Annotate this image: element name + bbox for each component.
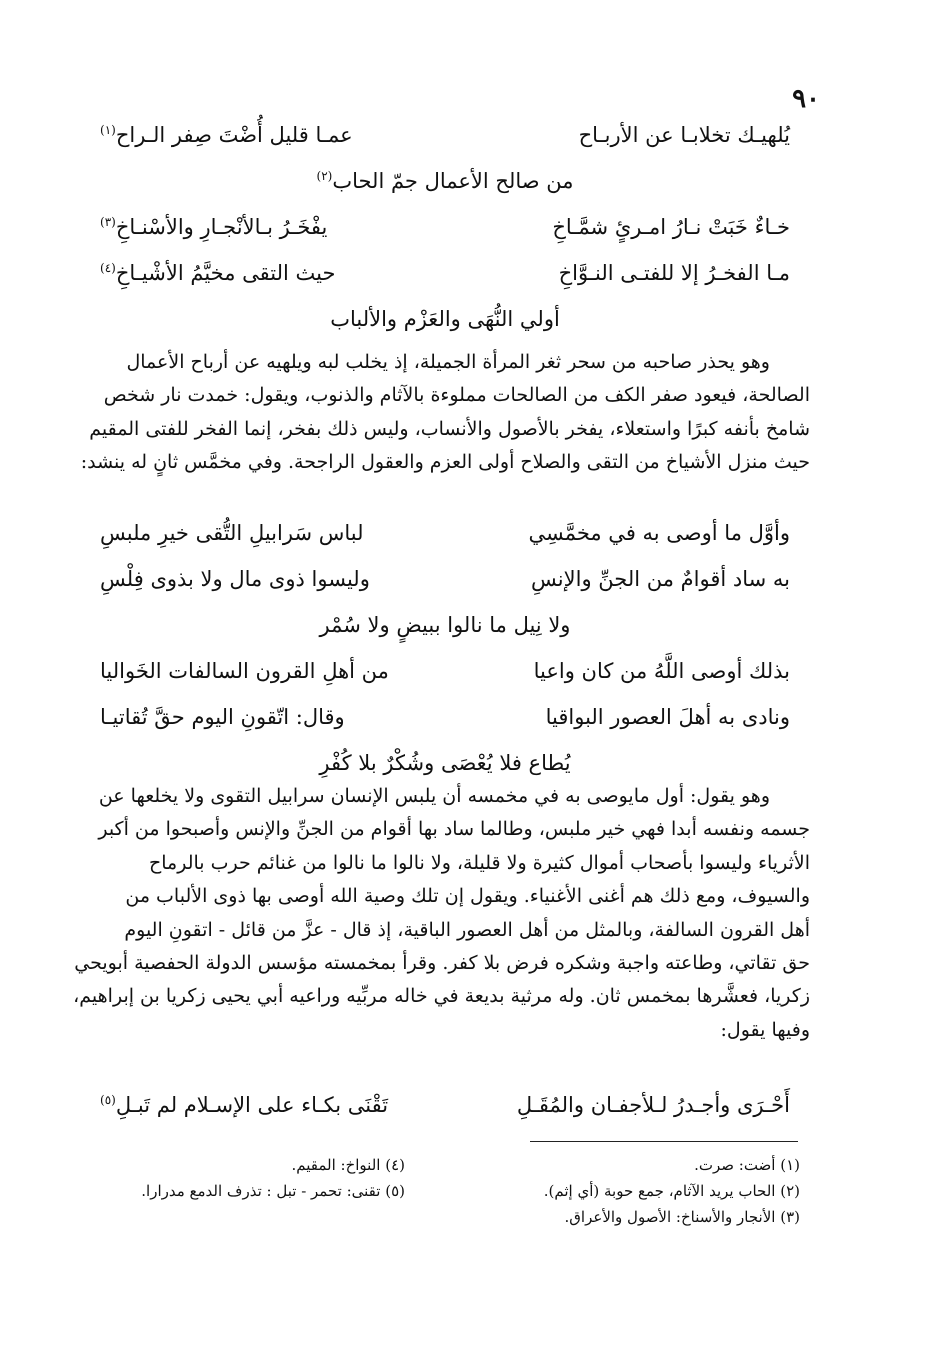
verse-single-line: ولا نِيل ما نالوا ببيضٍ ولا سُمْر	[319, 613, 571, 637]
footnote-item: (٣) الأنجار والأسناخ: الأصول والأعراق.	[564, 1208, 800, 1226]
paragraph-1	[50, 346, 810, 480]
verse-hemistich-left	[100, 204, 327, 250]
footnote-marker: (٤)	[100, 261, 116, 275]
verse-line	[100, 112, 790, 158]
verse-hemistich-right: بذلك أوصى اللَّهُ من كان واعيا	[533, 659, 790, 683]
footnote-item: (٢) الحاب يريد الآثام، جمع حوبة (أي إثم).	[543, 1182, 800, 1200]
verse-hemistich-left	[100, 1082, 388, 1128]
paragraph-line: حق تقاتي، وطاعته واجبة وشكره فرض بلا كفر. وقرأ بمخمسته مؤسس الدولة الحفصية أبويحي	[74, 951, 810, 974]
paragraph-line: حيث منزل الأشياخ من التقى والصلاح أولى العزم والعقول الراجحة. وفي مخمَّس ثانٍ له ينشد:	[80, 451, 810, 474]
footnote-item: (٤) النواخ: المقيم.	[291, 1156, 405, 1174]
verse-line	[100, 694, 790, 740]
verse-hemistich-right: يُلهيـك تخلابـا عن الأربـاح	[578, 123, 790, 147]
paragraph-line: زكريا، فعشَّرها بمخمس ثان. وله مرثية بديعة في خاله مربِّيه وراعيه أبي يحيى زكريا بن إبراهيم،	[73, 985, 810, 1008]
verse-line	[100, 556, 790, 602]
paragraph-line: أهل القرون السالفة، وبالمثل من أهل العصور الباقية، إذ قال - عزَّ من قائل - اتقونِ اليوم	[124, 918, 810, 941]
footnote-marker: (١)	[100, 123, 116, 137]
paragraph-line: الأثرياء وليسوا بأصحاب أموال كثيرة ولا قليلة، ولا نالوا ما نالوا من غنائم حرب بالرماح	[148, 851, 810, 874]
verse-hemistich-right: وأوَّل ما أوصى به في مخمَّسِي	[528, 521, 790, 545]
verse-line	[100, 1082, 790, 1128]
paragraph-line: شامخ بأنفه كبرًا واستعلاء، يفخر بالأصول والأنساب، وليس ذلك بفخر، إنما الفخر للفتى المقيم	[89, 417, 810, 440]
footnote-divider	[530, 1141, 798, 1142]
verse-single-line: أولي النُّهَى والعَزْم والألباب	[330, 307, 560, 331]
verse-line	[100, 250, 790, 296]
verse-hemistich-text: يفْخَـرُ بـالأنْجـارِ والأسْنـاخِ	[115, 215, 328, 239]
paragraph-line: جسمه ونفسه أبدا فهي خير ملبس، وطالما ساد بها أقوام من الجنِّ والإنس وأصبحوا من أكبر	[98, 818, 810, 841]
verse-hemistich-left: لباس سَرابيلِ التُّقى خيرِ ملبسِ	[100, 521, 364, 545]
poem-block-3	[100, 1082, 790, 1128]
verse-hemistich-text: حيث التقى مخيَّمُ الأشْيـاخِ	[115, 261, 336, 285]
verse-hemistich-left	[100, 112, 353, 158]
paragraph-line: وفيها يقول:	[720, 1018, 810, 1041]
footnote-marker: (٥)	[100, 1093, 116, 1107]
verse-line	[100, 204, 790, 250]
verse-line	[100, 648, 790, 694]
footnote-marker: (٢)	[316, 169, 333, 183]
paragraph-line: وهو يحذر صاحبه من سحر ثغر المرأة الجميلة، إذ يخلب لبه ويلهيه عن أرباح الأعمال	[126, 351, 770, 373]
verse-hemistich-text: تَقْنَى بكـاء على الإسـلام لم تَبـلِ	[115, 1093, 389, 1117]
verse-hemistich-right: أَحْـرَى وأجـدرُ لـلأجفـان والمُقَـلِ	[516, 1093, 790, 1117]
verse-text: من صالح الأعمال جمّ الحاب	[332, 169, 574, 193]
verse-hemistich-left: وقال: اتّقونِ اليوم حقَّ تُقاتيـا	[100, 705, 345, 729]
paragraph-line: والسيوف، ومع ذلك هم أغنى الأغنياء. ويقول إن تلك وصية الله أوصى بها ذوى الألباب من	[125, 885, 810, 908]
verse-hemistich-left: من أهلِ القرون السالفات الخَواليا	[100, 659, 389, 683]
verse-hemistich-text: عمـا قليل أُضْتَ صِفر الـراح	[115, 123, 353, 147]
footnote-item: (١) أضت: صرت.	[694, 1156, 800, 1174]
footnotes-column-right	[420, 1152, 800, 1230]
verse-hemistich-right: به ساد أقوامٌ من الجنِّ والإنسِ	[531, 567, 790, 591]
verse-hemistich-right: ونادى به أهلَ العصور البواقيا	[545, 705, 790, 729]
verse-hemistich-right: خـاءٌ خَبَتْ نـارُ امـرئٍ شمَّـاخِ	[552, 215, 790, 239]
verse-single-line	[100, 158, 790, 204]
poem-block-1	[100, 112, 790, 342]
verse-single-line: يُطاع فلا يُعْصَى وشُكْرٌ بلا كُفْرِ	[319, 751, 571, 775]
verse-hemistich-right: مـا الفخـرُ إلا للفتـى النـوَّاخِ	[558, 261, 790, 285]
paragraph-2	[50, 780, 810, 1047]
page-number: ٩٠	[792, 84, 820, 114]
paragraph-line: الصالحة، فيعود صفر الكف من الصالحات مملوءة بالآثام والذنوب، ويقول: خمدت نار شخص	[103, 384, 810, 407]
footnote-marker: (٣)	[100, 215, 116, 229]
footnotes-column-left	[55, 1152, 405, 1204]
poem-block-2	[100, 510, 790, 786]
verse-line	[100, 510, 790, 556]
verse-hemistich-left	[100, 250, 335, 296]
paragraph-line: وهو يقول: أول مايوصى به في مخمسه أن يلبس الإنسان سرابيل التقوى ولا يخلعها عن	[98, 785, 770, 807]
verse-hemistich-left: وليسوا ذوى مال ولا بذوى فِلْسِ	[100, 567, 370, 591]
footnote-item: (٥) تقنى: تحمر - تبل : تذرف الدمع مدرارا.	[141, 1182, 405, 1200]
